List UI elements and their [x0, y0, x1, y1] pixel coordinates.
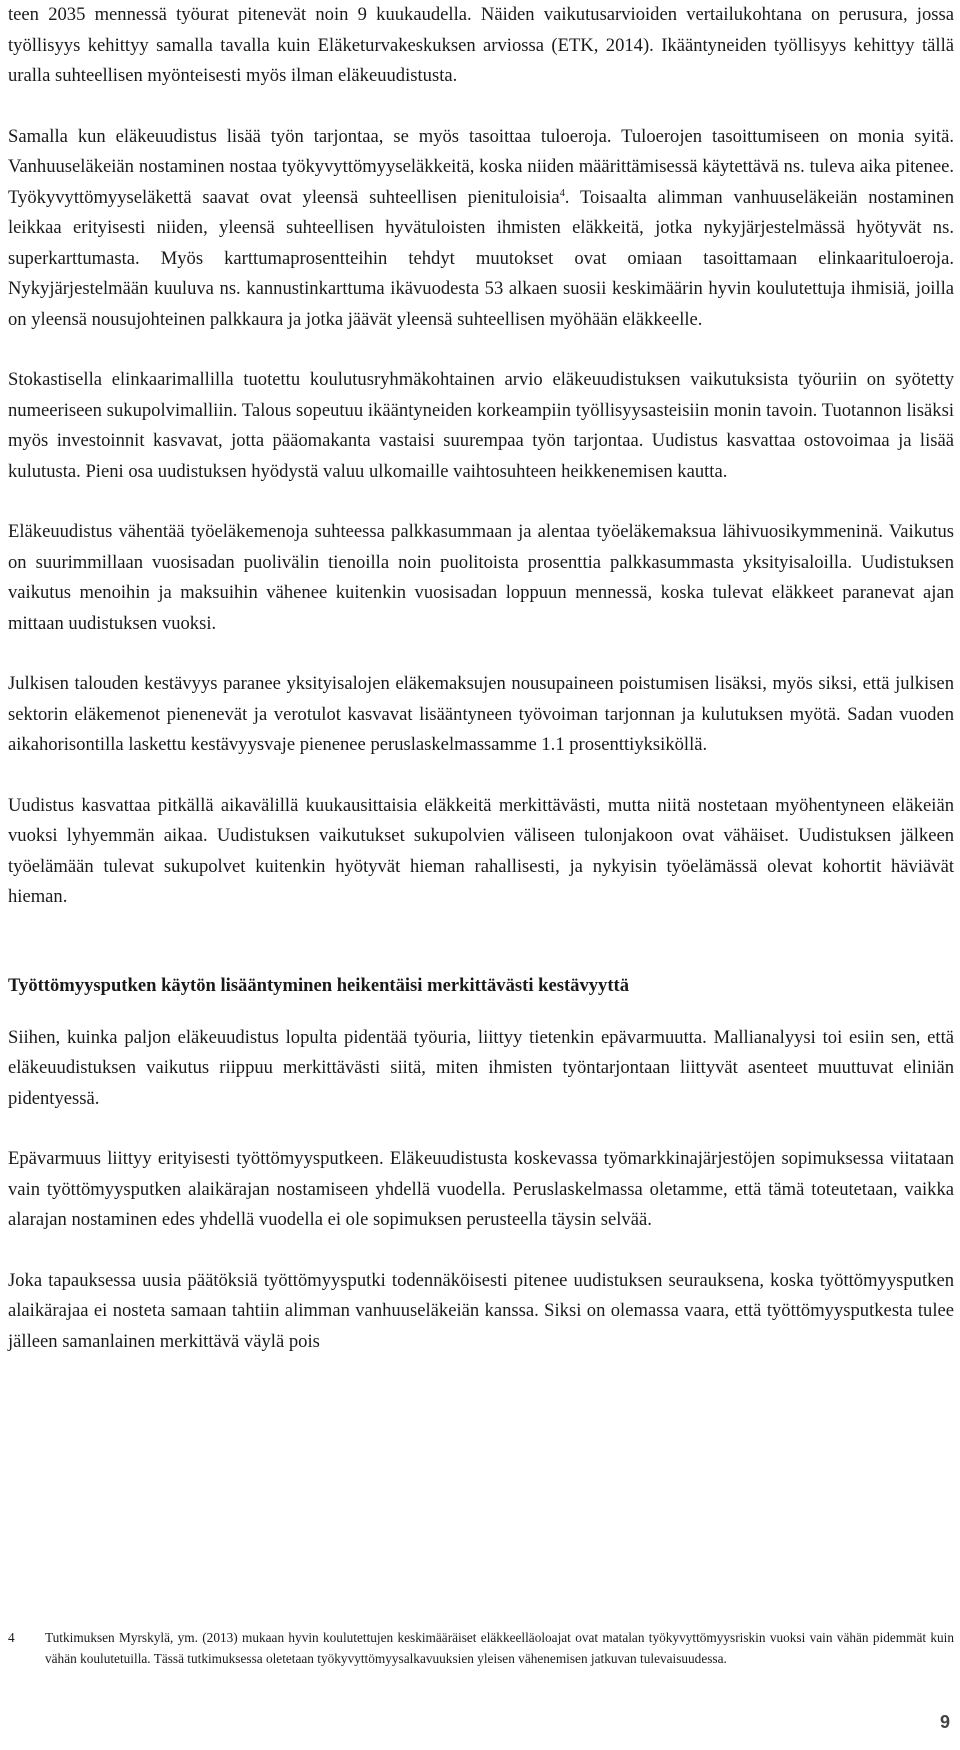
- footnote-text: Tutkimuksen Myrskylä, ym. (2013) mukaan hyvin koulutettujen keskimääräiset eläkkeelläoloajat ovat matalan työkyvyttömyysriskin vuoksi vain vähän pidemmät kuin vähän koulutetuilla. Tässä tutkimuksessa oletetaan työkyvyttömyysalkavuuksien yleisen vähenemisen jatkuvan tulevaisuudessa.: [45, 1630, 954, 1666]
- page-number: 9: [939, 1712, 950, 1732]
- paragraph-2-start: Samalla kun eläkeuudistus lisää työn tarjontaa, se myös tasoittaa tuloeroja. Tuloerojen tasoittumiseen on monia syitä. Vanhuuseläkeiän nostaminen nostaa työkyvyttömyyseläkkeitä, koska niiden määrittämisessä käytettävä ns. tuleva aika pitenee. Työkyvyttömyyseläkettä saavat ovat yleensä suhteellisen pienituloisia: [8, 125, 954, 208]
- page-body: [8, 0, 954, 1357]
- section-heading: Työttömyysputken käytön lisääntyminen heikentäisi merkittävästi kestävyyttä: [8, 974, 630, 996]
- footnote-ref: 4: [559, 187, 565, 199]
- paragraph-9: Joka tapauksessa uusia päätöksiä työttömyysputki todennäköisesti pitenee uudistuksen seurauksena, koska työttömyysputken alaikärajaa ei nosteta samaan tahtiin alimman vanhuuseläkeiän kanssa. Siksi on olemassa vaara, että työttömyysputkesta tulee jälleen samanlainen merkittävä väylä pois: [8, 1269, 954, 1352]
- paragraph-5: Julkisen talouden kestävyys paranee yksityisalojen eläkemaksujen nousupaineen poistumisen lisäksi, myös siksi, että julkisen sektorin eläkemenot pienenevät ja verotulot kasvavat lisääntyneen työvoiman tarjonnan ja kulutuksen myötä. Sadan vuoden aikahorisontilla laskettu kestävyysvaje pienenee peruslaskelmassamme 1.1 prosenttiyksiköllä.: [8, 673, 954, 755]
- paragraph-1: teen 2035 mennessä työurat pitenevät noin 9 kuukaudella. Näiden vaikutusarvioiden vertailukohtana on perusura, jossa työllisyys kehittyy samalla tavalla kuin Eläketurvakeskuksen arviossa (ETK, 2014). Ikääntyneiden työllisyys kehittyy tällä uralla suhteellisen myönteisesti myös ilman eläkeuudistusta.: [8, 4, 954, 86]
- paragraph-3: Stokastisella elinkaarimallilla tuotettu koulutusryhmäkohtainen arvio eläkeuudistuksen vaikutuksista työuriin on syötetty numeeriseen sukupolvimalliin. Talous sopeutuu ikääntyneiden korkeampiin työllisyysasteisiin monin tavoin. Tuotannon lisäksi myös investoinnit kasvavat, jotta pääomakanta vastaisi suurempaa työn tarjontaa. Uudistus kasvattaa ostovoimaa ja lisää kulutusta. Pieni osa uudistuksen hyödystä valuu ulkomaille vaihtosuhteen heikkenemisen kautta.: [8, 369, 954, 482]
- paragraph-2-end: . Toisaalta alimman vanhuuseläkeiän nostaminen leikkaa erityisesti niiden, yleensä suhteellisen hyvätuloisten ihmisten eläkkeitä, jotka nykyjärjestelmässä hyötyvät ns. superkarttumasta. Myös karttumaprosentteihin tehdyt muutokset ovat omiaan tasoittamaan elinkaarituloeroja. Nykyjärjestelmään kuuluva ns. kannustinkarttuma ikävuodesta 53 alkaen suosii keskimäärin hyvin koulutettuja ihmisiä, joilla on yleensä nousujohteinen palkkaura ja jotka jäävät yleensä suhteellisen myöhään eläkkeelle.: [8, 186, 954, 330]
- footnote: [8, 1628, 954, 1669]
- paragraph-7: Siihen, kuinka paljon eläkeuudistus lopulta pidentää työuria, liittyy tietenkin epävarmuutta. Mallianalyysi toi esiin sen, että eläkeuudistuksen vaikutus riippuu merkittävästi siitä, miten ihmisten työntarjontaan liittyvät asenteet muuttuvat eliniän pidentyessä.: [8, 1026, 954, 1109]
- paragraph-8: Epävarmuus liittyy erityisesti työttömyysputkeen. Eläkeuudistusta koskevassa työmarkkinajärjestöjen sopimuksessa viitataan vain työttömyysputken alaikärajan nostamiseen yhdellä vuodella. Peruslaskelmassa oletamme, että tämä toteutetaan, vaikka alarajan nostaminen edes yhdellä vuodella ei ole sopimuksen perusteella täysin selvää.: [8, 1148, 954, 1230]
- paragraph-2: [8, 122, 954, 336]
- footnote-number: 4: [8, 1630, 15, 1645]
- paragraph-6: Uudistus kasvattaa pitkällä aikavälillä kuukausittaisia eläkkeitä merkittävästi, mutta niitä nostetaan myöhentyneen eläkeiän vuoksi lyhyemmän aikaa. Uudistuksen vaikutukset sukupolvien väliseen tulonjakoon ovat vähäiset. Uudistuksen jälkeen työelämään tulevat sukupolvet kuitenkin hyötyvät hieman rahallisesti, ja nykyisin työelämässä olevat kohortit häviävät hieman.: [8, 794, 954, 907]
- paragraph-4: Eläkeuudistus vähentää työeläkemenoja suhteessa palkkasummaan ja alentaa työeläkemaksua lähivuosikymmeninä. Vaikutus on suurimmillaan vuosisadan puolivälin tienoilla noin puolitoista prosenttia palkkasummasta yksityisaloilla. Uudistuksen vaikutus menoihin ja maksuihin vähenee kuitenkin vuosisadan loppuun mennessä, koska tulevat eläkkeet paranevat ajan mittaan uudistuksen vuoksi.: [8, 521, 954, 634]
